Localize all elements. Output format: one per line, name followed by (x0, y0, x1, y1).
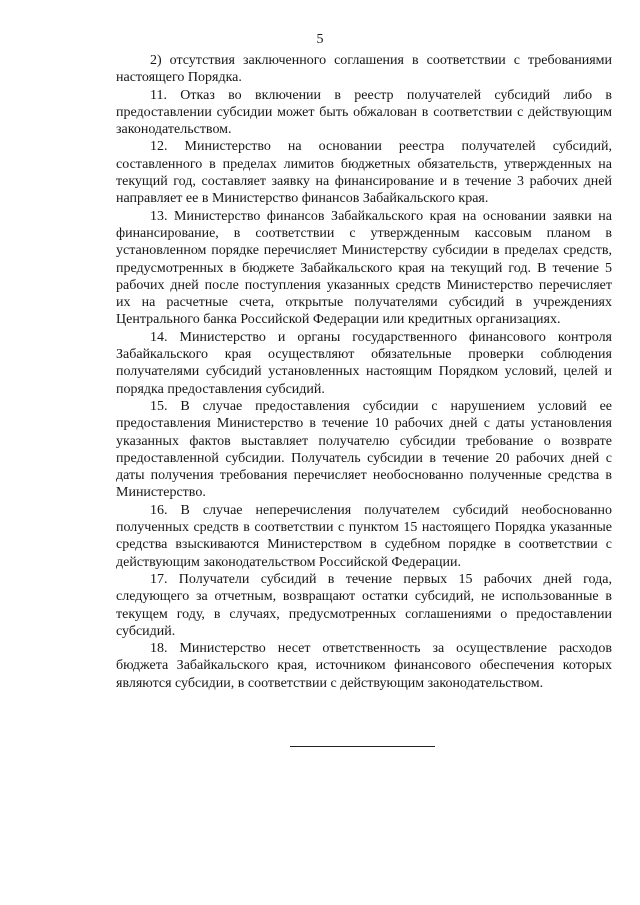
document-body (116, 52, 612, 692)
paragraph-17: 17. Получатели субсидий в течение первых 15 рабочих дней года, следующего за отчетным, возвращают остатки субсидий, не использованные в текущем году, в случаях, предусмотренных соглашениями о предоставлении субсидий. (116, 571, 612, 639)
paragraph-18: 18. Министерство несет ответственность за осуществление расходов бюджета Забайкальского края, источником финансового обеспечения которых являются субсидии, в соответствии с действующим законодательством. (116, 641, 612, 691)
paragraph-13: 13. Министерство финансов Забайкальского края на основании заявки на финансирование, в соответствии с утвержденным кассовым планом в установленном порядке перечисляет Министерству субсидии в пределах средств, предусмотренных в бюджете Забайкальского края на текущий год. В течение 5 рабочих дней после поступления указанных средств Министерство перечисляет их на расчетные счета, открытые получателями субсидий в учреждениях Центрального банка Российской Федерации или кредитных организациях. (116, 208, 612, 328)
paragraph-11: 11. Отказ во включении в реестр получателей субсидий либо в предоставлении субсидии может быть обжалован в соответствии с действующим законодательством. (116, 87, 612, 138)
paragraph-15: 15. В случае предоставления субсидии с нарушением условий ее предоставления Министерство в течение 10 рабочих дней с даты установления указанных фактов выставляет получателю субсидии требование о возврате предоставленной субсидии. Получатель субсидии в течение 20 рабочих дней с даты получения требования перечисляет необоснованно полученные средства в Министерство. (116, 398, 612, 501)
paragraph-item-2: 2) отсутствия заключенного соглашения в соответствии с требованиями настоящего Порядка. (116, 53, 612, 86)
page-number: 5 (316, 32, 324, 47)
paragraph-12: 12. Министерство на основании реестра получателей субсидий, составленного в пределах лимитов бюджетных обязательств, утвержденных на текущий год, составляет заявку на финансирование и в течение 3 рабочих дней направляет ее в Министерство финансов Забайкальского края. (116, 139, 612, 207)
paragraph-14: 14. Министерство и органы государственного финансового контроля Забайкальского края осуществляют обязательные проверки соблюдения получателями субсидий установленных настоящим Порядком условий, целей и порядка предоставления субсидий. (116, 329, 612, 397)
paragraph-16: 16. В случае неперечисления получателем субсидий необоснованно полученных средств в соответствии с пунктом 15 настоящего Порядка указанные средства взыскиваются Министерством в судебном порядке в соответствии с действующим законодательством Российской Федерации. (116, 502, 612, 570)
end-divider-line (290, 746, 435, 747)
